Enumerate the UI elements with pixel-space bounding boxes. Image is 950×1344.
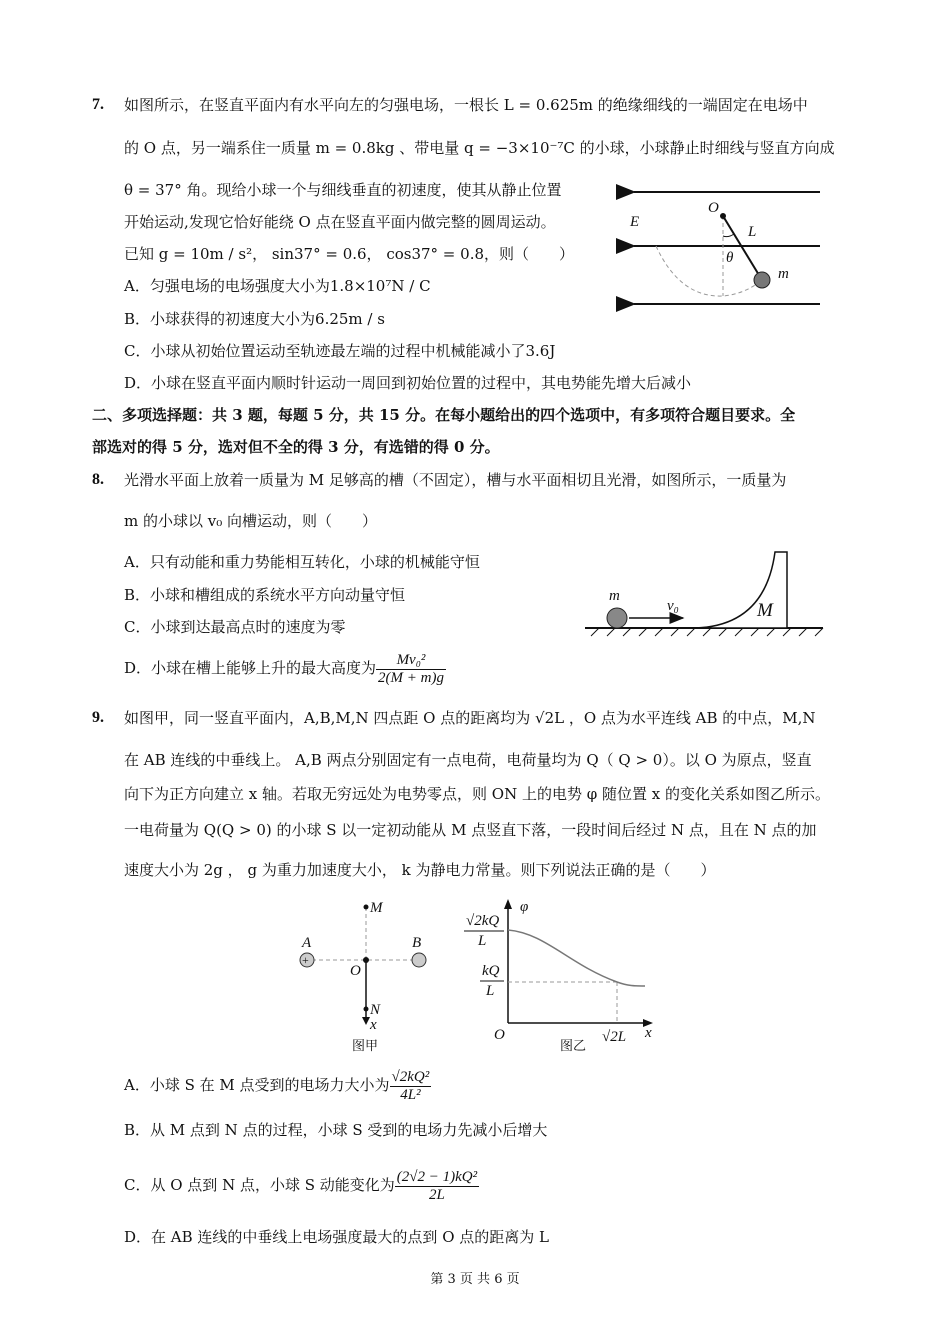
svg-text:√2L: √2L <box>602 1029 627 1045</box>
svg-text:N: N <box>370 1002 381 1018</box>
q7-option-b: B．小球获得的初速度大小为6.25m / s <box>124 310 385 328</box>
q7-option-a: A．匀强电场的电场强度大小为1.8×10⁷N / C <box>124 277 431 295</box>
svg-text:B: B <box>412 935 422 951</box>
q7-line: 如图所示，在竖直平面内有水平向左的匀强电场，一根长 L = 0.625m 的绝缘细线的一端固定在电场中 <box>124 96 808 114</box>
q9-option-c <box>124 1165 479 1205</box>
q9-line: 向下为正方向建立 x 轴。若取无穷远处为电势零点，则 ON 上的电势 φ 随位置 x 的变化关系如图乙所示。 <box>124 785 830 803</box>
svg-text:图乙: 图乙 <box>560 1039 587 1054</box>
svg-text:图甲: 图甲 <box>352 1039 379 1054</box>
q7-option-c: C．小球从初始位置运动至轨迹最左端的过程中机械能减小了3.6J <box>124 342 556 360</box>
q8-option-b: B．小球和槽组成的系统水平方向动量守恒 <box>124 586 406 604</box>
section-heading: 部选对的得 5 分，选对但不全的得 3 分，有选错的得 0 分。 <box>92 438 500 456</box>
q8-line: m 的小球以 v₀ 向槽运动，则（ ） <box>124 512 378 530</box>
page-footer: 第 3 页 共 6 页 <box>430 1272 520 1287</box>
option-text: C．从 O 点到 N 点，小球 S 动能变化为 <box>124 1176 395 1194</box>
q9-number: 9. <box>92 709 104 726</box>
svg-text:+: + <box>302 953 309 967</box>
svg-text:m: m <box>778 266 789 282</box>
svg-text:L: L <box>486 983 495 999</box>
q9-figure-a <box>290 895 420 1055</box>
q9-line: 在 AB 连线的中垂线上。 A,B 两点分别固定有一点电荷，电荷量均为 Q（ Q > 0）。以 O 为原点，竖直 <box>124 751 812 769</box>
svg-text:O: O <box>494 1027 505 1043</box>
svg-text:m: m <box>609 588 620 604</box>
q9-option-d: D．在 AB 连线的中垂线上电场强度最大的点到 O 点的距离为 L <box>124 1228 549 1246</box>
svg-text:kQ: kQ <box>482 963 500 979</box>
svg-text:M: M <box>757 600 773 621</box>
q8-option-c: C．小球到达最高点时的速度为零 <box>124 618 346 636</box>
svg-text:L: L <box>748 224 757 240</box>
q7-line: 开始运动,发现它恰好能绕 O 点在竖直平面内做完整的圆周运动。 <box>124 213 556 231</box>
svg-text:A: A <box>302 935 312 951</box>
option-text: D．小球在槽上能够上升的最大高度为 <box>124 659 377 677</box>
q7-line: 的 O 点，另一端系住一质量 m = 0.8kg 、带电量 q = −3×10⁻⁷C 的小球，小球静止时细线与竖直方向成 <box>124 139 835 157</box>
svg-text:x: x <box>645 1025 652 1041</box>
svg-text:L: L <box>478 933 487 949</box>
q8-option-d <box>124 648 446 688</box>
svg-text:O: O <box>708 200 719 216</box>
q9-option-b: B．从 M 点到 N 点的过程，小球 S 受到的电场力先减小后增大 <box>124 1121 548 1139</box>
svg-text:x: x <box>370 1017 377 1033</box>
svg-text:θ: θ <box>726 250 734 266</box>
q7-option-d: D．小球在竖直平面内顺时针运动一周回到初始位置的过程中，其电势能先增大后减小 <box>124 374 692 392</box>
q7-line: 已知 g = 10m / s²， sin37° = 0.6， cos37° = 0.8，则（ ） <box>124 245 575 263</box>
svg-text:O: O <box>350 963 361 979</box>
fraction: $\frac{\text{√2kQ²}}{\text{4L²}}$ <box>391 1068 430 1103</box>
q8-option-a: A．只有动能和重力势能相互转化，小球的机械能守恒 <box>124 553 480 571</box>
option-text: A．小球 S 在 M 点受到的电场力大小为 <box>124 1076 390 1094</box>
q9-line: 如图甲，同一竖直平面内，A,B,M,N 四点距 O 点的距离均为 √2L ，O 点为水平连线 AB 的中点，M,N <box>124 709 816 727</box>
svg-text:E: E <box>630 214 640 230</box>
svg-text:√2kQ: √2kQ <box>466 913 500 929</box>
svg-text:v₀: v₀ <box>667 598 679 614</box>
q9-figure-b-potential-graph <box>460 895 660 1055</box>
svg-text:M: M <box>370 900 383 916</box>
q7-line: θ = 37° 角。现给小球一个与细线垂直的初速度，使其从静止位置 <box>124 181 562 199</box>
q9-option-a <box>124 1065 431 1105</box>
fraction: $\frac{\text{Mv₀²}}{2(M + m)g}$ <box>378 651 444 686</box>
q9-line: 速度大小为 2g ， g 为重力加速度大小， k 为静电力常量。则下列说法正确的是（ ） <box>124 861 716 879</box>
q7-number: 7. <box>92 96 104 113</box>
section-heading: 二、多项选择题：共 3 题，每题 5 分，共 15 分。在每小题给出的四个选项中，有多项符合题目要求。全 <box>92 406 796 424</box>
q8-slot-diagram <box>585 548 825 640</box>
q8-line: 光滑水平面上放着一质量为 M 足够高的槽（不固定），槽与水平面相切且光滑，如图所示，一质量为 <box>124 471 787 489</box>
q7-field-diagram <box>620 180 830 320</box>
svg-text:φ: φ <box>520 899 529 915</box>
fraction: $\frac{\text{(2√2 − 1)kQ²}}{2L}$ <box>396 1168 478 1203</box>
q8-number: 8. <box>92 471 104 488</box>
q9-line: 一电荷量为 Q(Q > 0) 的小球 S 以一定初动能从 M 点竖直下落，一段时间后经过 N 点，且在 N 点的加 <box>124 821 817 839</box>
